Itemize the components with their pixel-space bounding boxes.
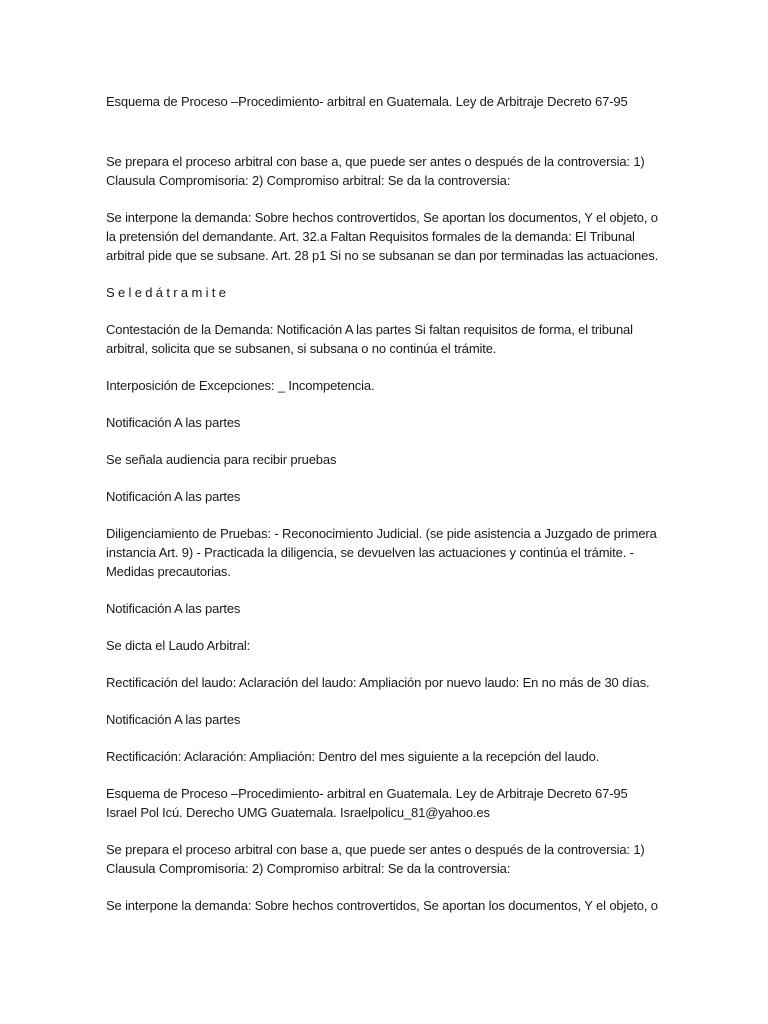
text-line: Se prepara el proceso arbitral con base a, que puede ser antes o después de la controversia: 1) xyxy=(106,842,645,857)
text-line: Clausula Compromisoria: 2) Compromiso arbitral: Se da la controversia: xyxy=(106,173,511,188)
text-line: Clausula Compromisoria: 2) Compromiso arbitral: Se da la controversia: xyxy=(106,861,511,876)
text-line: Esquema de Proceso –Procedimiento- arbitral en Guatemala. Ley de Arbitraje Decreto 67-95 xyxy=(106,786,628,801)
text-line: Esquema de Proceso –Procedimiento- arbitral en Guatemala. Ley de Arbitraje Decreto 67-95 xyxy=(106,94,628,109)
document-title xyxy=(106,92,666,111)
text-line: Se prepara el proceso arbitral con base a, que puede ser antes o después de la controversia: 1) xyxy=(106,154,645,169)
text-line: arbitral pide que se subsane. Art. 28 p1 Si no se subsanan se dan por terminadas las actuaciones. xyxy=(106,248,659,263)
paragraph-tramite xyxy=(106,283,666,302)
document-page xyxy=(106,92,666,915)
text-line: Se dicta el Laudo Arbitral: xyxy=(106,638,251,653)
text-line: la pretensión del demandante. Art. 32.a Faltan Requisitos formales de la demanda: El Tribunal xyxy=(106,229,635,244)
text-line: Se interpone la demanda: Sobre hechos controvertidos, Se aportan los documentos, Y el objeto, o xyxy=(106,210,658,225)
text-line: instancia Art. 9) - Practicada la diligencia, se devuelven las actuaciones y continúa el trámite. - xyxy=(106,545,634,560)
paragraph-preparation-repeat xyxy=(106,840,666,878)
paragraph-rectificacion xyxy=(106,747,666,766)
paragraph-demand xyxy=(106,208,666,265)
paragraph-audiencia xyxy=(106,450,666,469)
text-line: Notificación A las partes xyxy=(106,415,241,430)
text-line: Se interpone la demanda: Sobre hechos controvertidos, Se aportan los documentos, Y el objeto, o xyxy=(106,898,658,913)
text-line: Medidas precautorias. xyxy=(106,564,231,579)
paragraph-notificacion-2 xyxy=(106,487,666,506)
text-line: Israel Pol Icú. Derecho UMG Guatemala. Israelpolicu_81@yahoo.es xyxy=(106,805,490,820)
text-line: Notificación A las partes xyxy=(106,489,241,504)
text-line: Rectificación: Aclaración: Ampliación: Dentro del mes siguiente a la recepción del laudo. xyxy=(106,749,600,764)
text-line: Interposición de Excepciones: _ Incompetencia. xyxy=(106,378,375,393)
paragraph-demand-repeat xyxy=(106,896,666,915)
text-line: Se señala audiencia para recibir pruebas xyxy=(106,452,337,467)
text-line: Rectificación del laudo: Aclaración del laudo: Ampliación por nuevo laudo: En no más de 30 días. xyxy=(106,675,650,690)
paragraph-notificacion-3 xyxy=(106,599,666,618)
paragraph-laudo xyxy=(106,636,666,655)
paragraph-rectificacion-laudo xyxy=(106,673,666,692)
paragraph-contestacion xyxy=(106,320,666,358)
text-line: arbitral, solicita que se subsanen, si subsana o no continúa el trámite. xyxy=(106,341,497,356)
paragraph-author xyxy=(106,784,666,822)
text-line: Diligenciamiento de Pruebas: - Reconocimiento Judicial. (se pide asistencia a Juzgado de primera xyxy=(106,526,657,541)
paragraph-notificacion-4 xyxy=(106,710,666,729)
paragraph-notificacion-1 xyxy=(106,413,666,432)
text-line: S e l e d á t r a m i t e xyxy=(106,285,226,300)
paragraph-excepciones xyxy=(106,376,666,395)
text-line: Notificación A las partes xyxy=(106,712,241,727)
text-line: Notificación A las partes xyxy=(106,601,241,616)
paragraph-preparation xyxy=(106,152,666,190)
text-line: Contestación de la Demanda: Notificación A las partes Si faltan requisitos de forma, el tribunal xyxy=(106,322,633,337)
paragraph-pruebas xyxy=(106,524,666,581)
